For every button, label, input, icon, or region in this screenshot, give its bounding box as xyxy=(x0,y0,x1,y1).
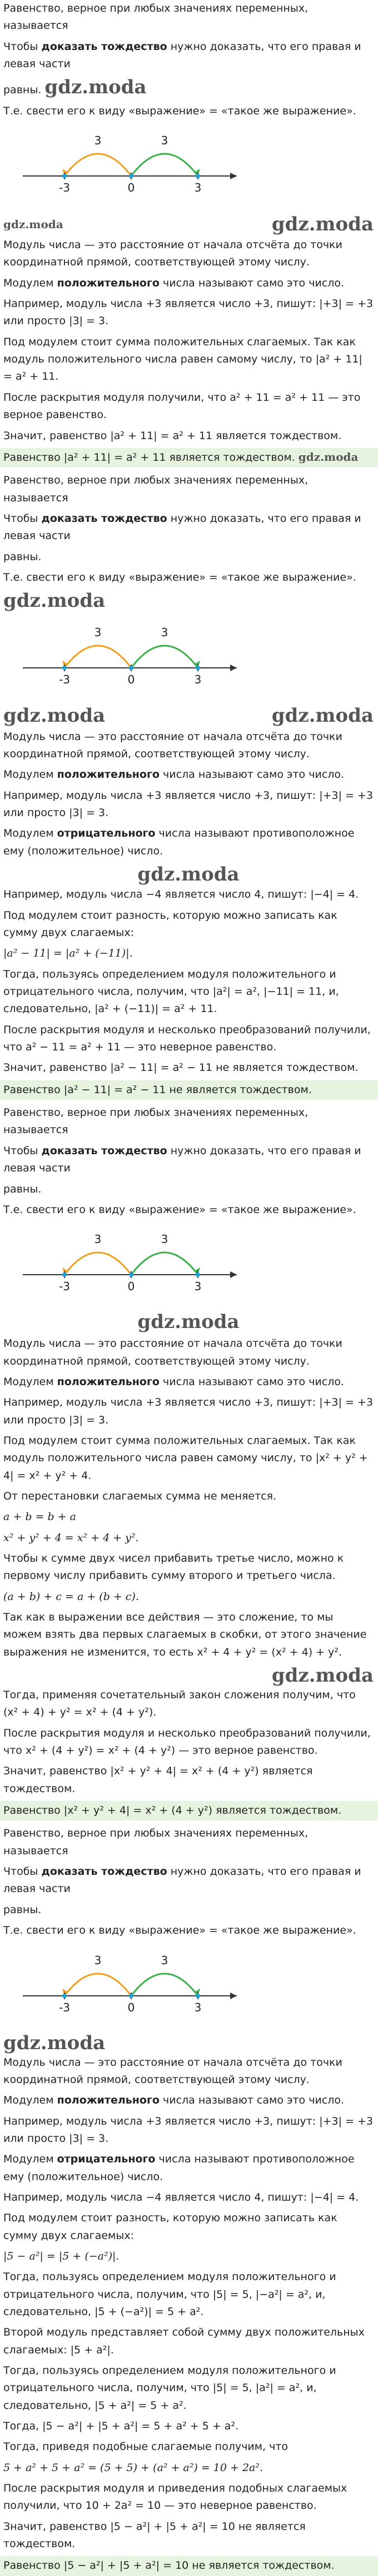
example-text: Например, модуль числа +3 является число +3, пишут: |+3| = +3 или просто |3| = 3. xyxy=(3,2115,374,2145)
intro-text: равны. xyxy=(3,550,42,563)
intro-text: Т.е. свести его к виду «выражение» = «такое же выражение». xyxy=(3,1924,356,1937)
watermark: gdz.moda xyxy=(3,218,63,232)
solution-text: Значит, равенство |5 − a²| + |5 + a²| = 10 не является тождеством. xyxy=(3,2520,306,2550)
intro-text: равны. gdz.moda xyxy=(3,76,147,99)
solution-text: Под модулем стоит сумма положительных слагаемых. Так как модуль положительного числа равен самому числу, то |a² + 11| = a² + 11. xyxy=(3,335,362,383)
answer-box: Равенство |5 − a²| + |5 + a²| = 10 не является тождеством. xyxy=(0,2556,378,2575)
intro-text: Равенство, верное при любых значениях переменных, называется xyxy=(3,1827,309,1857)
arc-label: 3 xyxy=(94,1232,102,1246)
answer-box: Равенство |a² − 11| = a² − 11 не является тождеством. xyxy=(0,1080,378,1100)
solution-text: Значит, равенство |a² + 11| = a² + 11 является тождеством. xyxy=(3,429,342,442)
intro-text: Т.е. свести его к виду «выражение» = «такое же выражение». xyxy=(3,571,356,583)
solution-text: x² + y² + 4 = x² + 4 + y². xyxy=(3,1531,139,1544)
point xyxy=(62,666,67,670)
point xyxy=(129,174,133,178)
point xyxy=(62,1272,67,1277)
watermark: gdz.moda xyxy=(3,705,106,727)
positive-modulus: Модулем положительного числа называют само это число. xyxy=(3,2094,345,2107)
solution-text: Под модулем стоит сумма положительных слагаемых. Так как модуль положительного числа равен самому числу, то |x² + y² + 4| = x² + y² + 4. xyxy=(3,1434,368,1482)
section-2 xyxy=(0,472,378,1100)
modulus-definition: Модуль числа — это расстояние от начала отсчёта до точки координатной прямой, соответствующей этому числу. xyxy=(3,239,342,269)
number-line-figure xyxy=(14,1943,248,2026)
section-4 xyxy=(0,1825,378,2575)
arc-right xyxy=(131,1252,198,1275)
point xyxy=(129,666,133,670)
intro-text: равны. xyxy=(3,1183,42,1195)
solution-text: Например, модуль числа −4 является число 4, пишут: |−4| = 4. xyxy=(3,2191,359,2203)
answer-box: Равенство |x² + y² + 4| = x² + (4 + y²) является тождеством. xyxy=(0,1801,378,1820)
arc-label: 3 xyxy=(161,1953,168,1967)
number-line-figure xyxy=(14,123,248,207)
watermark: gdz.moda xyxy=(271,705,374,727)
watermark: gdz.moda xyxy=(271,1664,374,1687)
watermark: gdz.moda xyxy=(298,450,359,464)
solution-text: |5 − a²| = |5 + (−a²)|. xyxy=(3,2250,120,2262)
solution-text: От перестановки слагаемых сумма не меняется. xyxy=(3,1490,277,1502)
solution-text: Под модулем стоит разность, которую можно записать как сумму двух слагаемых: xyxy=(3,909,337,939)
solution-text: Значит, равенство |x² + y² + 4| = x² + (4 + y²) является тождеством. xyxy=(3,1765,313,1795)
arc-left xyxy=(64,154,131,176)
intro-text: Чтобы доказать тождество нужно доказать, что его правая и левая части xyxy=(3,1865,361,1895)
positive-modulus: Модулем положительного числа называют само это число. xyxy=(3,276,345,289)
solution-text: После раскрытия модуля получили, что a² + 11 = a² + 11 — это верное равенство. xyxy=(3,391,361,421)
watermark: gdz.moda xyxy=(44,76,147,99)
positive-modulus: Модулем положительного числа называют само это число. xyxy=(3,1375,345,1388)
number-line-figure xyxy=(14,1222,248,1305)
solution-text: 5 + a² + 5 + a² = (5 + 5) + (a² + a²) = 10 + 2a². xyxy=(3,2461,263,2474)
point xyxy=(129,1994,133,1998)
tick-label: 3 xyxy=(194,672,202,686)
solution-text: Чтобы к сумме двух чисел прибавить третье число, можно к первому числу прибавить сумму второго и третьего числа. xyxy=(3,1552,344,1582)
solution-text: Второй модуль представляет собой сумму двух положительных слагаемых: |5 + a²|. xyxy=(3,2326,365,2356)
modulus-definition: Модуль числа — это расстояние от начала отсчёта до точки координатной прямой, соответствующей этому числу. xyxy=(3,1337,342,1367)
tick-label: 3 xyxy=(194,181,202,195)
tick-label: -3 xyxy=(59,1280,70,1294)
tick-label: 0 xyxy=(127,1280,135,1294)
tick-label: 3 xyxy=(194,2000,202,2014)
solution-text: После раскрытия модуля и несколько преобразований получили, что x² + (4 + y²) = x² + (4 + y²) — это верное равенство. xyxy=(3,1727,371,1757)
arc-label: 3 xyxy=(94,1953,102,1967)
point xyxy=(62,1994,67,1998)
intro-text: Т.е. свести его к виду «выражение» = «такое же выражение». xyxy=(3,1203,356,1216)
example-text: Например, модуль числа +3 является число +3, пишут: |+3| = +3 или просто |3| = 3. xyxy=(3,298,374,328)
solution-text: (a + b) + c = a + (b + c). xyxy=(3,1590,139,1603)
watermark: gdz.moda xyxy=(3,590,106,612)
arc-right xyxy=(131,154,198,176)
tick-label: -3 xyxy=(59,181,70,195)
arc-left xyxy=(64,1252,131,1275)
section-3 xyxy=(0,1104,378,1820)
positive-modulus: Модулем положительного числа называют само это число. xyxy=(3,768,345,781)
negative-modulus: Модулем отрицательного числа называют противоположное ему (положительное) число. xyxy=(3,2153,355,2183)
point xyxy=(129,1272,133,1277)
tick-label: 0 xyxy=(127,672,135,686)
arc-right xyxy=(131,646,198,668)
intro-text: равны. xyxy=(3,1903,42,1916)
arc-label: 3 xyxy=(161,1232,168,1246)
example-text: Например, модуль числа +3 является число +3, пишут: |+3| = +3 или просто |3| = 3. xyxy=(3,1396,374,1426)
point xyxy=(196,1994,200,1998)
axis-arrow-icon xyxy=(230,665,237,671)
intro-text: Равенство, верное при любых значениях переменных, называется xyxy=(3,2,309,32)
axis-arrow-icon xyxy=(230,1993,237,1999)
tick-label: -3 xyxy=(59,672,70,686)
tick-label: -3 xyxy=(59,2000,70,2014)
intro-text: Чтобы доказать тождество нужно доказать, что его правая и левая части xyxy=(3,512,361,542)
intro-text: Чтобы доказать тождество нужно доказать, что его правая и левая части xyxy=(3,1144,361,1175)
point xyxy=(196,174,200,178)
solution-text: Под модулем стоит разность, которую можно записать как сумму двух слагаемых: xyxy=(3,2212,337,2242)
tick-label: 0 xyxy=(127,2000,135,2014)
negative-modulus: Модулем отрицательного числа называют противоположное ему (положительное) число. xyxy=(3,827,355,857)
solution-text: Например, модуль числа −4 является число 4, пишут: |−4| = 4. xyxy=(3,888,359,901)
tick-label: 0 xyxy=(127,181,135,195)
solution-text: Тогда, пользуясь определением модуля положительного и отрицательного числа, получим, что |a²| = a², |−11| = 11, и, следовательно, |a² + (−11)| = a² + 11. xyxy=(3,968,339,1015)
arc-left xyxy=(64,646,131,668)
solution-text: Тогда, приведя подобные слагаемые получим, что xyxy=(3,2441,289,2453)
section-1 xyxy=(0,0,378,467)
answer-box: Равенство |a² + 11| = a² + 11 является тождеством. gdz.moda xyxy=(0,448,378,467)
watermark: gdz.moda xyxy=(3,2031,106,2054)
point xyxy=(196,666,200,670)
arc-left xyxy=(64,1974,131,1996)
arc-label: 3 xyxy=(94,625,102,639)
arc-label: 3 xyxy=(94,134,102,148)
solution-text: Тогда, пользуясь определением модуля положительного и отрицательного числа, получим, что |5| = 5, |−a²| = a², и, следовательно, |5 + (−a²)| = 5 + a². xyxy=(3,2271,336,2318)
point xyxy=(196,1272,200,1277)
watermark: gdz.moda xyxy=(271,213,374,235)
intro-text: Равенство, верное при любых значениях переменных, называется xyxy=(3,1106,309,1136)
watermark: gdz.moda xyxy=(137,863,240,886)
arc-label: 3 xyxy=(161,625,168,639)
solution-text: |a² − 11| = |a² + (−11)|. xyxy=(3,947,133,960)
intro-text: Равенство, верное при любых значениях переменных, называется xyxy=(3,474,309,504)
solution-text: Тогда, пользуясь определением модуля положительного и отрицательного числа, получим, что |5| = 5, |a²| = a², и, следовательно, |5 + a²| = 5 + a². xyxy=(3,2364,336,2412)
solution-text: Тогда, |5 − a²| + |5 + a²| = 5 + a² + 5 + a². xyxy=(3,2420,239,2433)
arc-right xyxy=(131,1974,198,1996)
solution-text: a + b = b + a xyxy=(3,1511,76,1523)
example-text: Например, модуль числа +3 является число +3, пишут: |+3| = +3 или просто |3| = 3. xyxy=(3,789,374,819)
watermark: gdz.moda xyxy=(137,1311,240,1334)
modulus-definition: Модуль числа — это расстояние от начала отсчёта до точки координатной прямой, соответствующей этому числу. xyxy=(3,2056,342,2086)
axis-arrow-icon xyxy=(230,1271,237,1278)
solution-text: Тогда, применяя сочетательный закон сложения получим, что (x² + 4) + y² = x² + (4 + y²). xyxy=(3,1689,356,1719)
axis-arrow-icon xyxy=(230,173,237,179)
solution-text: После раскрытия модуля и несколько преобразований получили, что a² − 11 = a² + 11 — это неверное равенство. xyxy=(3,1023,371,1054)
solution-text: Значит, равенство |a² − 11| = a² − 11 не является тождеством. xyxy=(3,1061,359,1074)
solution-text: Так как в выражении все действия — это сложение, то мы можем взять два первых слагаемых в скобки, от этого значение выражения не изменится, то есть x² + 4 + y² = (x² + 4) + y². xyxy=(3,1611,367,1658)
intro-text: Чтобы доказать тождество нужно доказать, что его правая и левая части xyxy=(3,40,361,71)
solution-text: После раскрытия модуля и приведения подобных слагаемых получили, что 10 + 2a² = 10 — это неверное равенство. xyxy=(3,2482,347,2512)
arc-label: 3 xyxy=(161,134,168,148)
point xyxy=(62,174,67,178)
intro-text: Т.е. свести его к виду «выражение» = «такое же выражение». xyxy=(3,104,356,117)
modulus-definition: Модуль числа — это расстояние от начала отсчёта до точки координатной прямой, соответствующей этому числу. xyxy=(3,730,342,760)
tick-label: 3 xyxy=(194,1280,202,1294)
number-line-figure xyxy=(14,615,248,698)
